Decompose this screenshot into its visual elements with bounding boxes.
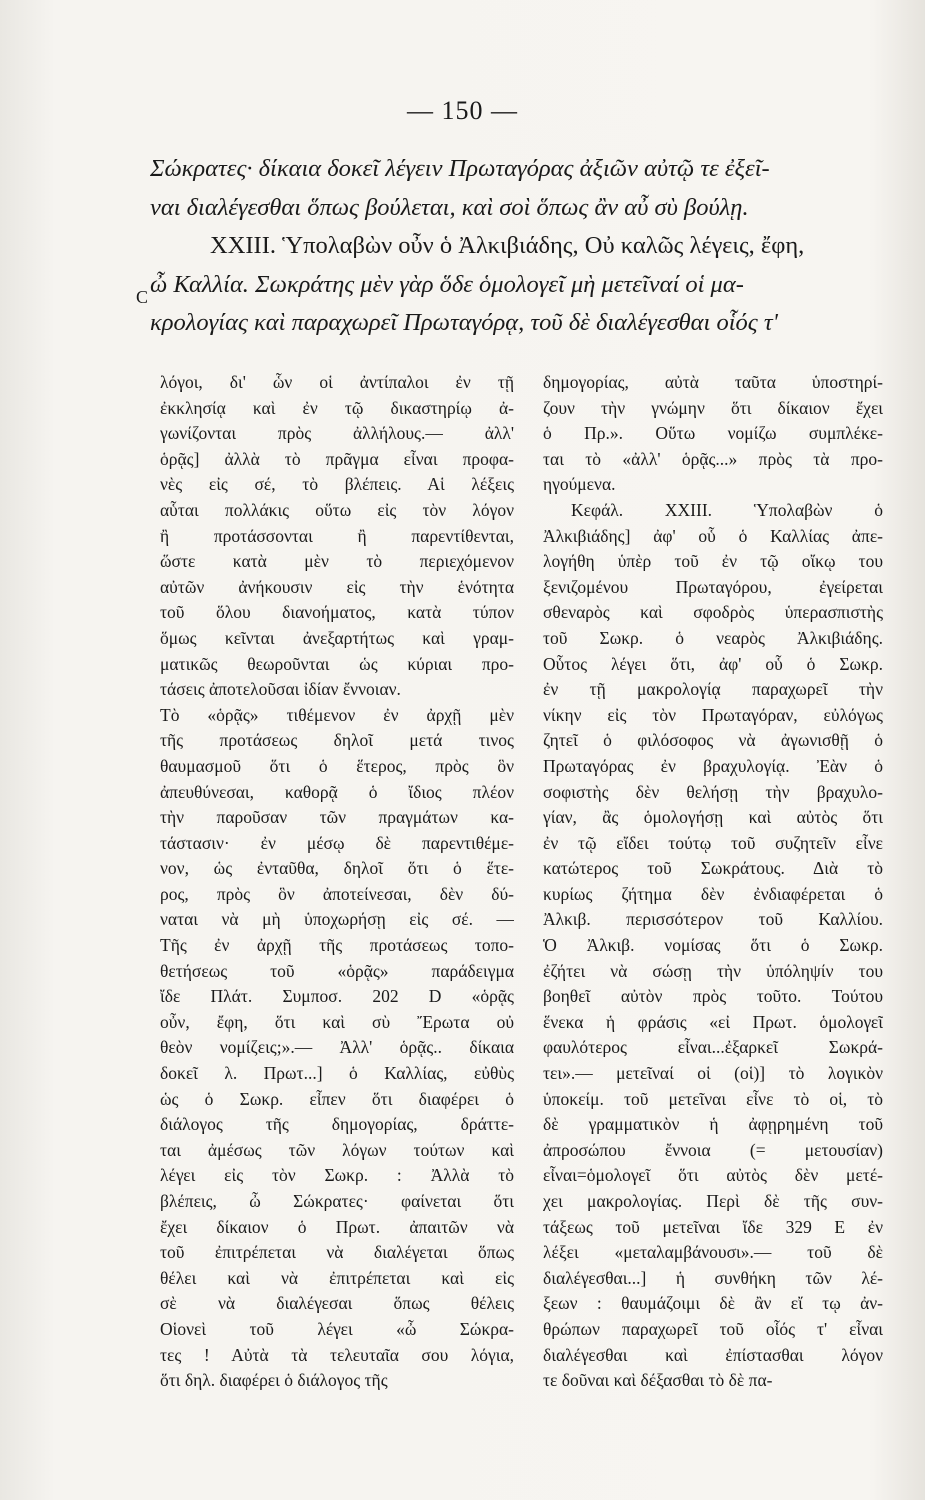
commentary-line: ἔχει δίκαιον ὁ Πρωτ. ἀπαιτῶν νὰ xyxy=(160,1216,514,1237)
commentary-left-column xyxy=(160,370,514,1394)
commentary-line: δημογορίας, αὐτὰ ταῦτα ὑποστηρί- xyxy=(543,372,883,392)
commentary-line: ὅτι δηλ. διαφέρει ὁ διάλογος τῆς xyxy=(160,1370,388,1391)
commentary-line: τῆς προτάσεως δηλοῖ μετά τινος xyxy=(160,730,514,751)
commentary-line: θετήσεως τοῦ «ὁρᾷς» παράδειγμα xyxy=(160,960,514,981)
commentary-line: ηγούμενα. xyxy=(543,474,616,495)
commentary-line: ἐν τῇ μακρολογίᾳ παραχωρεῖ τὴν xyxy=(543,679,883,700)
commentary-line: ὑποκείμ. τοῦ μετεῖναι εἶνε τὸ οἱ, τὸ xyxy=(543,1088,883,1109)
commentary-line: ἀπροσώπου ἔννοια (= μετουσίαν) xyxy=(543,1139,883,1160)
commentary-line: βοηθεῖ αὐτὸν πρὸς τοῦτο. Τούτου xyxy=(543,986,883,1007)
commentary-line: βλέπεις, ὦ Σώκρατες· φαίνεται ὅτι xyxy=(160,1191,514,1211)
commentary-line: θρώπων παραχωρεῖ τοῦ οἷός τ' εἶναι xyxy=(543,1318,883,1339)
commentary-line: δὲ γραμματικὸν ἡ ἀφῃρημένη τοῦ xyxy=(543,1114,883,1135)
commentary-line: τοῦ Σωκρ. ὁ νεαρὸς Ἀλκιβιάδης. xyxy=(543,627,883,648)
commentary-line: ται τὸ «ἀλλ' ὁρᾷς...» πρὸς τὰ προ- xyxy=(543,448,883,469)
commentary-line: Πρωταγόρας ἐν βραχυλογίᾳ. Ἐὰν ὁ xyxy=(543,755,883,776)
commentary-line: θαυμασμοῦ ὅτι ὁ ἕτερος, πρὸς ὃν xyxy=(160,755,514,776)
main-text-line: ὦ Καλλία. Σωκράτης μὲν γὰρ ὅδε ὁμολογεῖ μὴ μετεῖναί οἱ μα- xyxy=(150,270,744,298)
commentary-line: νὲς εἰς σέ, τὸ βλέπεις. Αἱ λέξεις xyxy=(160,474,514,495)
commentary-line: Ὁ Ἀλκιβ. νομίσας ὅτι ὁ Σωκρ. xyxy=(543,935,883,956)
commentary-line: Ἀλκιβ. περισσότερον τοῦ Καλλίου. xyxy=(543,909,883,930)
commentary-line: τὴν παροῦσαν τῶν πραγμάτων κα- xyxy=(160,807,514,828)
commentary-line: Οὗτος λέγει ὅτι, ἀφ' οὗ ὁ Σωκρ. xyxy=(543,653,883,674)
commentary-line: γωνίζονται πρὸς ἀλλήλους.— ἀλλ' xyxy=(160,423,514,444)
commentary-line: τε δοῦναι καὶ δέξασθαι τὸ δὲ πα- xyxy=(543,1370,773,1391)
commentary-line: κυρίως ζήτημα δὲν ἐνδιαφέρεται ὁ xyxy=(543,883,883,904)
commentary-line: ἐκκλησίᾳ καὶ ἐν τῷ δικαστηρίῳ ἀ- xyxy=(160,397,514,418)
commentary-line: ματικῶς θεωροῦνται ὡς κύριαι προ- xyxy=(160,653,514,674)
commentary-line: ἕνεκα ἡ φράσις «εἰ Πρωτ. ὁμολογεῖ xyxy=(543,1011,883,1032)
commentary-line: ὡς ὁ Σωκρ. εἶπεν ὅτι διαφέρει ὁ xyxy=(160,1088,514,1109)
greek-main-text xyxy=(150,150,900,343)
commentary-line: Κεφάλ. XXIII. Ὑπολαβὼν ὁ xyxy=(571,499,883,520)
commentary-line: ἴδε Πλάτ. Συμποσ. 202 D «ὁρᾷς xyxy=(160,986,514,1007)
commentary-line: ξεων : θαυμάζοιμι δὲ ἂν εἴ τῳ ἀν- xyxy=(543,1293,883,1314)
commentary-line: λέγει εἰς τὸν Σωκρ. : Ἀλλὰ τὸ xyxy=(160,1165,514,1186)
commentary-line: Οἱονεὶ τοῦ λέγει «ὦ Σώκρα- xyxy=(160,1318,514,1339)
commentary-line: τάξεως τοῦ μετεῖναι ἴδε 329 E ἐν xyxy=(543,1216,883,1237)
commentary-line: λόγοι, δι' ὧν οἱ ἀντίπαλοι ἐν τῇ xyxy=(160,372,514,392)
commentary-line: δοκεῖ λ. Πρωτ...] ὁ Καλλίας, εὐθὺς xyxy=(160,1063,514,1084)
margin-section-letter: C xyxy=(136,287,149,307)
commentary-line: σοφιστὴς δὲν θελήσῃ τὴν βραχυλο- xyxy=(543,781,883,802)
commentary-line: ὥστε κατὰ μὲν τὸ περιεχόμενον xyxy=(160,551,514,572)
commentary-line: σὲ νὰ διαλέγεσαι ὅπως θέλεις xyxy=(160,1293,514,1314)
commentary-line: γίαν, ἂς ὁμολογήσῃ καὶ αὐτὸς ὅτι xyxy=(543,807,883,828)
commentary-line: οὖν, ἔφη, ὅτι καὶ σὺ Ἔρωτα οὐ xyxy=(160,1011,514,1032)
commentary-line: Ἀλκιβιάδης] ἀφ' οὗ ὁ Καλλίας ἀπε- xyxy=(543,525,883,546)
commentary-line: αὐτῶν ἀνήκουσιν εἰς τὴν ἑνότητα xyxy=(160,576,514,597)
commentary-line: ρος, πρὸς ὃν ἀποτείνεσαι, δὲν δύ- xyxy=(160,883,514,904)
commentary-line: τει».— μετεῖναί οἱ (οἱ)] τὸ λογικὸν xyxy=(543,1063,883,1084)
commentary-line: τοῦ ἐπιτρέπεται νὰ διαλέγεται ὅπως xyxy=(160,1242,514,1263)
main-text-line: Σώκρατες· δίκαια δοκεῖ λέγειν Πρωταγόρας ἀξιῶν αὐτῷ τε ἐξεῖ- xyxy=(150,155,770,182)
commentary-line: λέξει «μεταλαμβάνουσι».— τοῦ δὲ xyxy=(543,1242,883,1263)
commentary-line: ναται νὰ μὴ ὑποχωρήσῃ εἰς σέ. — xyxy=(160,909,514,930)
commentary-line: Τὸ «ὁρᾷς» τιθέμενον ἐν ἀρχῇ μὲν xyxy=(160,704,514,725)
commentary-line: νίκην εἰς τὸν Πρωταγόραν, εὐλόγως xyxy=(543,704,883,725)
commentary-line: διαλέγεσθαι καὶ ἐπίστασθαι λόγον xyxy=(543,1344,883,1365)
commentary-line: εἶναι=ὁμολογεῖ ὅτι αὐτὸς δὲν μετέ- xyxy=(543,1165,883,1186)
main-text-line: ναι διαλέγεσθαι ὅπως βούλεται, καὶ σοὶ ὅπως ἂν αὖ σὺ βούλῃ. xyxy=(150,193,749,221)
commentary-line: διαλέγεσθαι...] ἡ συνθήκη τῶν λέ- xyxy=(543,1267,883,1288)
commentary-line: ζουν τὴν γνώμην ὅτι δίκαιον ἔχει xyxy=(543,397,883,418)
main-text-line: XXIII. Ὑπολαβὼν οὖν ὁ Ἀλκιβιάδης, Οὐ καλῶς λέγεις, ἔφη, xyxy=(210,232,805,259)
commentary-line: λογήθη ὑπὲρ τοῦ ἐν τῷ οἴκῳ του xyxy=(543,551,883,572)
commentary-line: ἐζήτει νὰ σώσῃ τὴν ὑπόληψίν του xyxy=(543,960,883,981)
commentary-line: σθεναρὸς καὶ σφοδρὸς ὑπερασπιστὴς xyxy=(543,602,883,623)
commentary-line: φαυλότερος εἶναι...ἐξαρκεῖ Σωκρά- xyxy=(543,1037,883,1058)
commentary-line: ται ἀμέσως τῶν λόγων τούτων καὶ xyxy=(160,1139,514,1160)
commentary-line: ἢ προτάσσονται ἢ παρεντίθενται, xyxy=(160,525,514,546)
commentary-line: Τῆς ἐν ἀρχῇ τῆς προτάσεως τοπο- xyxy=(160,935,514,956)
commentary-line: τάσεις ἀποτελοῦσαι ἰδίαν ἔννοιαν. xyxy=(160,679,401,700)
commentary-line: θεὸν νομίζεις;».— Ἀλλ' ὁρᾷς.. δίκαια xyxy=(160,1037,514,1058)
commentary-line: χει μακρολογίας. Περὶ δὲ τῆς συν- xyxy=(543,1191,883,1211)
commentary-line: ὁ Πρ.». Οὕτω νομίζω συμπλέκε- xyxy=(543,423,883,444)
commentary-line: ζητεῖ ὁ φιλόσοφος νὰ ἀγωνισθῇ ὁ xyxy=(543,730,883,751)
commentary-line: τες ! Αὐτὰ τὰ τελευταῖα σου λόγια, xyxy=(160,1344,514,1365)
commentary-line: ξενιζομένου Πρωταγόρου, ἐγείρεται xyxy=(543,576,883,597)
commentary-line: τάστασιν· ἐν μέσῳ δὲ παρεντιθέμε- xyxy=(160,832,514,853)
commentary-right-column xyxy=(543,370,883,1394)
commentary-line: κατώτερος τοῦ Σωκράτους. Διὰ τὸ xyxy=(543,858,883,879)
commentary-line: αὗται πολλάκις οὕτω εἰς τὸν λόγον xyxy=(160,499,514,520)
commentary-line: ὅμως κεῖνται ἀνεξαρτήτως καὶ γραμ- xyxy=(160,627,514,648)
main-text-line: κρολογίας καὶ παραχωρεῖ Πρωταγόρᾳ, τοῦ δὲ διαλέγεσθαι οἷός τ' xyxy=(150,309,778,336)
commentary-line: ὁρᾷς] ἀλλὰ τὸ πρᾶγμα εἶναι προφα- xyxy=(160,448,514,469)
commentary-line: διάλογος τῆς δημογορίας, δράττε- xyxy=(160,1114,514,1135)
commentary-line: ἐν τῷ εἴδει τούτῳ τοῦ συζητεῖν εἶνε xyxy=(543,832,883,853)
commentary-line: νον, ὡς ἐνταῦθα, δηλοῖ ὅτι ὁ ἕτε- xyxy=(160,858,514,879)
commentary-line: ἀπευθύνεσαι, καθορᾷ ὁ ἴδιος πλέον xyxy=(160,781,514,802)
commentary-line: τοῦ ὅλου διανοήματος, κατὰ τύπον xyxy=(160,602,514,623)
page-number: — 150 — xyxy=(407,96,518,125)
commentary-line: θέλει καὶ νὰ ἐπιτρέπεται καὶ εἰς xyxy=(160,1267,514,1288)
